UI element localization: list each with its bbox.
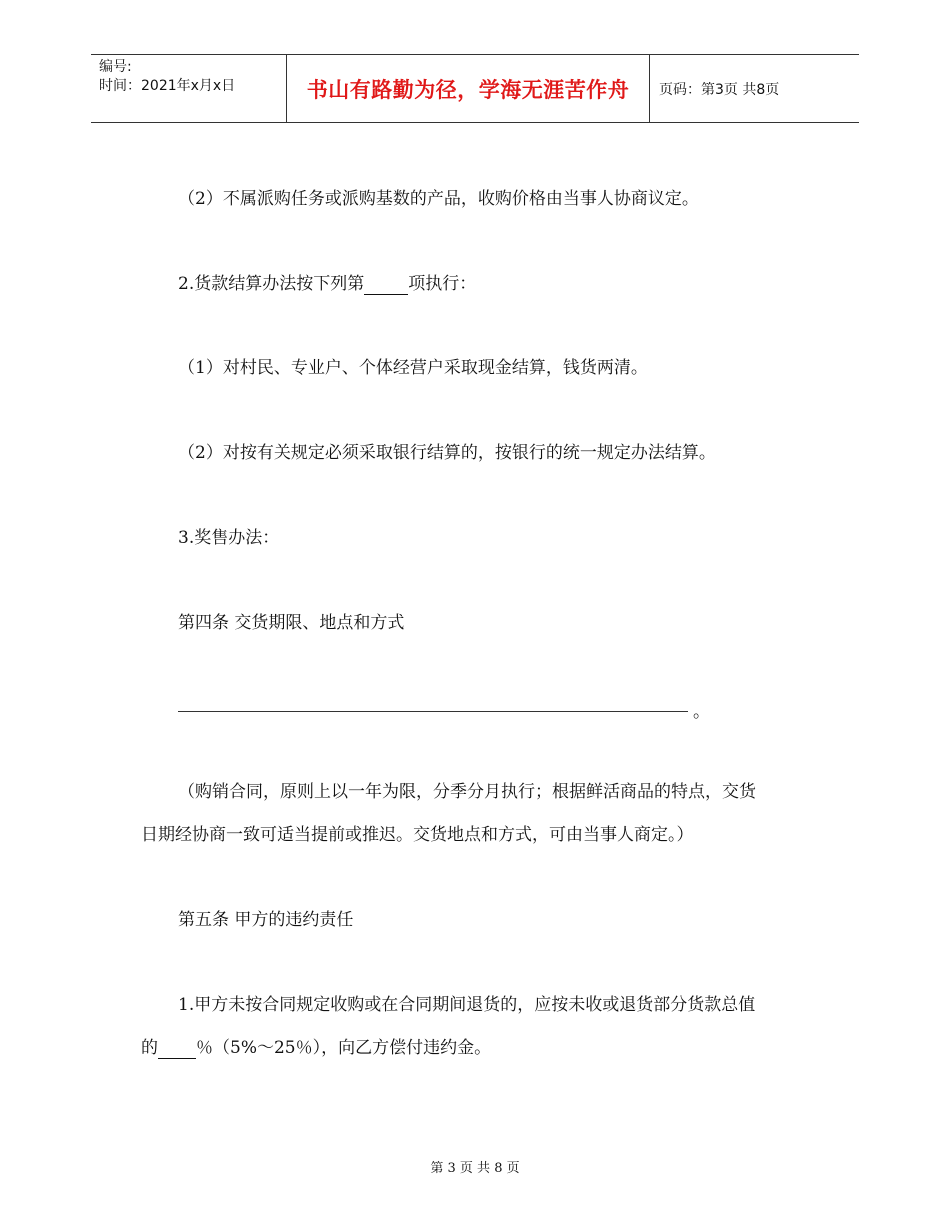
paragraph-text: 2.货款结算办法按下列第 xyxy=(178,274,365,294)
article-heading: 第五条 甲方的违约责任 xyxy=(178,910,354,930)
paragraph-line xyxy=(141,1038,491,1059)
paragraph: （2）不属派购任务或派购基数的产品，收购价格由当事人协商议定。 xyxy=(178,189,699,209)
paragraph: （2）对按有关规定必须采取银行结算的，按银行的统一规定办法结算。 xyxy=(178,443,716,463)
fill-blank xyxy=(364,274,408,295)
paragraph-line: 1.甲方未按合同规定收购或在合同期间退货的，应按未收或退货部分货款总值 xyxy=(178,995,756,1015)
document-number-label: 编号: xyxy=(99,59,132,75)
fill-blank xyxy=(158,1038,196,1059)
header-meta xyxy=(99,58,289,96)
paragraph: （1）对村民、专业户、个体经营户采取现金结算，钱货两清。 xyxy=(178,358,648,378)
paragraph-line: 日期经协商一致可适当提前或推迟。交货地点和方式，可由当事人商定。） xyxy=(141,825,694,845)
paragraph: 3.奖售办法： xyxy=(178,528,280,548)
paragraph-text: 的 xyxy=(141,1038,158,1058)
header-page-number: 页码：第3页 共8页 xyxy=(659,81,780,98)
page-footer: 第 3 页 共 8 页 xyxy=(430,1161,520,1176)
article-heading: 第四条 交货期限、地点和方式 xyxy=(178,613,405,633)
paragraph-line: （购销合同，原则上以一年为限，分季分月执行；根据鲜活商品的特点，交货 xyxy=(178,782,756,802)
paragraph xyxy=(178,274,476,295)
header-motto: 书山有路勤为径，学海无涯苦作舟 xyxy=(306,77,630,102)
fill-blank-line xyxy=(178,711,688,712)
header-divider xyxy=(649,55,650,122)
paragraph-text: ％（5%～25％），向乙方偿付违约金。 xyxy=(196,1038,492,1058)
period-mark: 。 xyxy=(693,702,710,722)
document-time-label: 时间：2021年x月x日 xyxy=(99,78,236,94)
paragraph-text: 项执行： xyxy=(408,274,477,294)
page-header xyxy=(91,54,859,123)
